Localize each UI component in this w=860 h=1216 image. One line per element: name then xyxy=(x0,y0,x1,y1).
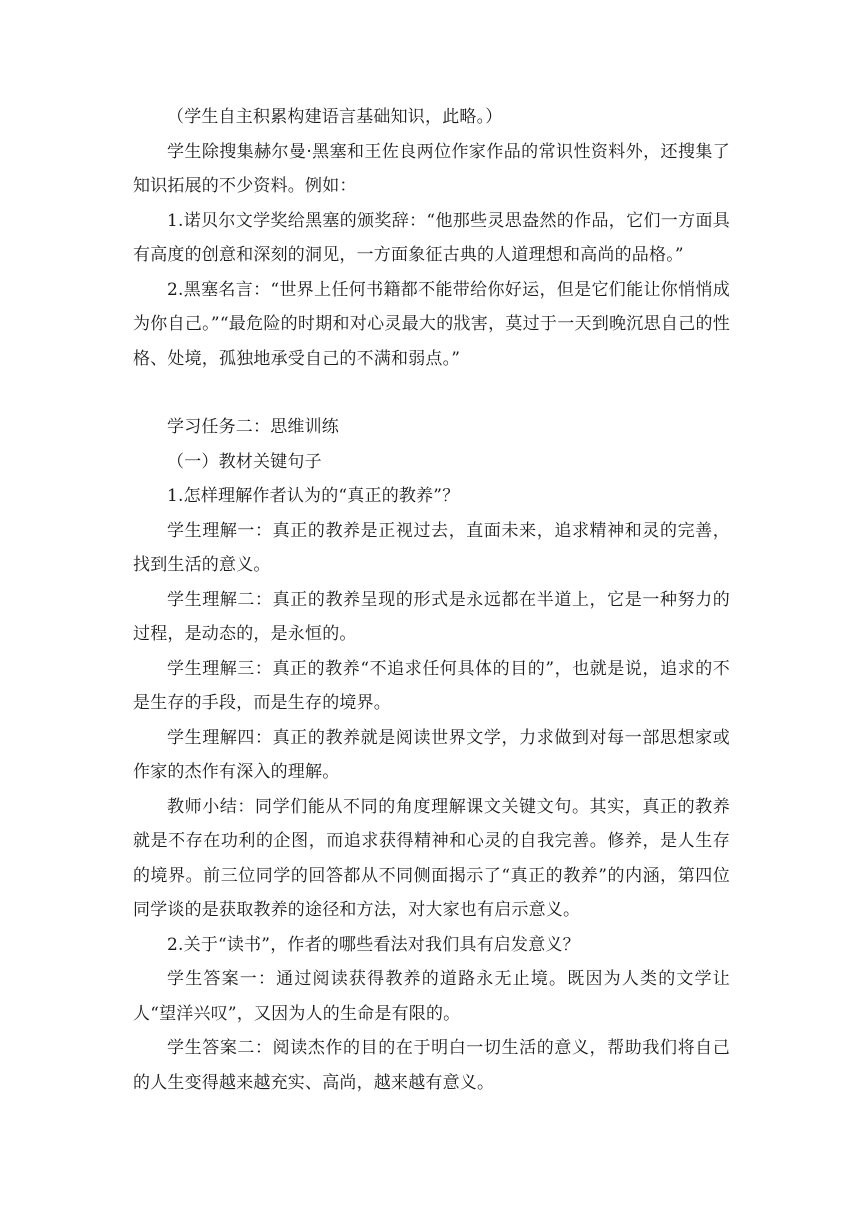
section-title: 学习任务二：思维训练 xyxy=(167,417,339,437)
answer-paragraph: 学生答案二：阅读杰作的目的在于明白一切生活的意义，帮助我们将自己的人生变得越来越充实、高尚，越来越有意义。 xyxy=(133,1038,730,1093)
intro-paragraph: 学生除搜集赫尔曼·黑塞和王佐良两位作家作品的常识性资料外，还搜集了知识拓展的不少资料。例如： xyxy=(133,141,730,196)
answer-paragraph: 学生理解一：真正的教养是正视过去，直面未来，追求精神和灵的完善，找到生活的意义。 xyxy=(133,520,730,575)
hesse-quote-paragraph: 2.黑塞名言：“世界上任何书籍都不能带给你好运，但是它们能让你悄悄成为你自己。”“最危险的时期和对心灵最大的戕害，莫过于一天到晚沉思自己的性格、处境，孤独地承受自己的不满和弱点。” xyxy=(133,279,730,369)
nobel-quote-paragraph: 1.诺贝尔文学奖给黑塞的颁奖辞：“他那些灵思盎然的作品，它们一方面具有高度的创意和深刻的洞见，一方面象征古典的人道理想和高尚的品格。” xyxy=(133,210,730,265)
answer-paragraph: 学生理解二：真正的教养呈现的形式是永远都在半道上，它是一种努力的过程，是动态的，是永恒的。 xyxy=(133,589,730,644)
question-1: 1.怎样理解作者认为的“真正的教养”？ xyxy=(167,486,460,506)
question-2: 2.关于“读书”，作者的哪些看法对我们具有启发意义？ xyxy=(167,934,580,955)
section-gap xyxy=(133,376,730,410)
answer-paragraph: 学生理解三：真正的教养“不追求任何具体的目的”，也就是说，追求的不是生存的手段，而是生存的境界。 xyxy=(133,658,730,713)
document-page xyxy=(133,100,730,1100)
subsection-title: （一）教材关键句子 xyxy=(167,451,322,472)
teacher-summary: 教师小结：同学们能从不同的角度理解课文关键文句。其实，真正的教养就是不存在功利的企图，而追求获得精神和心灵的自我完善。修养，是人生存的境界。前三位同学的回答都从不同侧面揭示了“真正的教养”的内涵，第四位同学谈的是获取教养的途径和方法，对大家也有启示意义。 xyxy=(133,796,730,920)
intro-note: （学生自主积累构建语言基础知识，此略。） xyxy=(167,107,503,127)
answer-paragraph: 学生理解四：真正的教养就是阅读世界文学，力求做到对每一部思想家或作家的杰作有深入的理解。 xyxy=(133,727,730,782)
answer-paragraph: 学生答案一：通过阅读获得教养的道路永无止境。既因为人类的文学让人“望洋兴叹”，又因为人的生命是有限的。 xyxy=(133,969,730,1024)
